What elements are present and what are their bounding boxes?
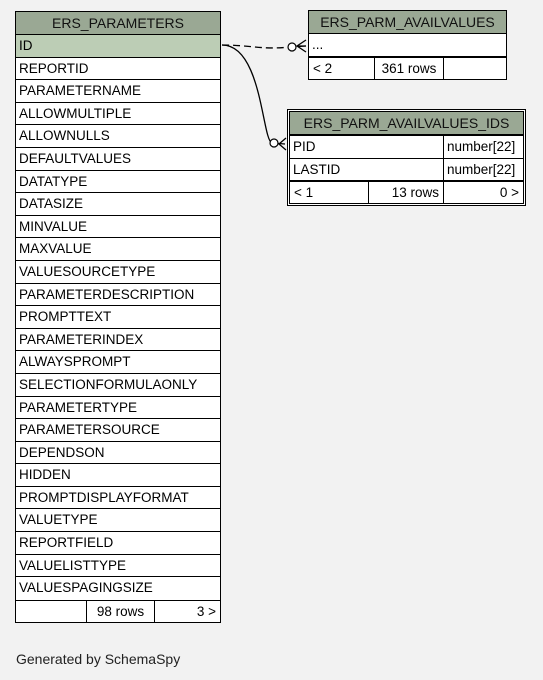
column-row[interactable] [16, 419, 220, 442]
footer-row-count: 13 rows [368, 182, 443, 203]
table-footer [309, 57, 506, 79]
column-row[interactable] [16, 351, 220, 374]
column-name: HIDDEN [19, 467, 71, 483]
column-row[interactable] [16, 80, 220, 103]
relationship-id-to-availvalues-ids [222, 45, 285, 144]
column-list [16, 35, 220, 600]
column-name: PARAMETERSOURCE [19, 422, 160, 438]
column-name: VALUELISTTYPE [19, 557, 127, 573]
relationship-id-to-availvalues [222, 45, 306, 48]
column-name: PROMPTTEXT [19, 309, 112, 325]
column-name: DATASIZE [19, 196, 84, 212]
table-title[interactable]: ERS_PARM_AVAILVALUES [309, 11, 506, 34]
column-name: PARAMETERDESCRIPTION [19, 286, 195, 302]
table-ers-parm-availvalues-ids[interactable] [287, 109, 526, 206]
column-row[interactable] [16, 442, 220, 465]
column-row[interactable] [16, 58, 220, 81]
column-row[interactable] [16, 374, 220, 397]
column-name: ALLOWNULLS [19, 128, 110, 144]
column-name: REPORTFIELD [19, 535, 114, 551]
column-row[interactable] [16, 487, 220, 510]
footer-parents[interactable]: < 1 [294, 185, 314, 201]
column-row[interactable] [16, 464, 220, 487]
footer-children[interactable] [443, 58, 506, 79]
footer-row-count: 98 rows [86, 601, 154, 622]
column-name: PARAMETERTYPE [19, 399, 138, 415]
table-title[interactable]: ERS_PARAMETERS [16, 12, 220, 35]
column-row[interactable] [16, 171, 220, 194]
table-ers-parameters[interactable] [15, 11, 221, 623]
generated-by-text: Generated by SchemaSpy [16, 651, 181, 667]
column-row[interactable] [16, 103, 220, 126]
table-footer [290, 181, 523, 203]
column-type: number[22] [443, 136, 523, 158]
column-name: ID [19, 38, 33, 53]
column-row[interactable] [16, 329, 220, 352]
column-row[interactable] [16, 284, 220, 307]
column-row[interactable] [16, 555, 220, 578]
footer-children[interactable]: 3 > [154, 601, 220, 622]
column-name: REPORTID [19, 60, 89, 76]
column-row[interactable] [290, 136, 523, 159]
column-row[interactable] [309, 34, 506, 57]
column-row[interactable] [16, 238, 220, 261]
column-type: number[22] [443, 159, 523, 181]
column-name: MINVALUE [19, 218, 88, 234]
column-name: VALUESOURCETYPE [19, 263, 156, 279]
relationship-optional-marker [288, 43, 296, 51]
footer-children[interactable]: 0 > [443, 182, 523, 203]
column-name: PROMPTDISPLAYFORMAT [19, 489, 189, 505]
crows-foot-marker [297, 40, 306, 52]
footer-row-count: 361 rows [374, 58, 443, 79]
column-row[interactable] [16, 193, 220, 216]
column-name: DEPENDSON [19, 444, 105, 460]
table-ers-parm-availvalues[interactable] [308, 10, 507, 80]
column-name: VALUETYPE [19, 512, 98, 528]
column-row[interactable] [16, 306, 220, 329]
column-row[interactable] [16, 532, 220, 555]
column-row[interactable] [16, 577, 220, 600]
column-name: DATATYPE [19, 173, 88, 189]
column-name: SELECTIONFORMULAONLY [19, 376, 198, 392]
column-row[interactable] [16, 509, 220, 532]
primary-key-row[interactable] [16, 35, 220, 58]
column-row[interactable] [290, 159, 523, 182]
column-name: PARAMETERINDEX [19, 331, 144, 347]
crows-foot-marker [279, 138, 286, 150]
column-name: VALUESPAGINGSIZE [19, 580, 153, 596]
column-row[interactable] [16, 148, 220, 171]
column-row[interactable] [16, 216, 220, 239]
relationship-optional-marker [270, 139, 278, 147]
column-row[interactable] [16, 125, 220, 148]
column-name: PARAMETERNAME [19, 83, 142, 99]
column-name: PID [293, 139, 316, 154]
column-name: DEFAULTVALUES [19, 150, 132, 166]
column-row[interactable] [16, 261, 220, 284]
footer-parents[interactable] [16, 601, 86, 622]
table-footer [16, 600, 220, 622]
column-name: MAXVALUE [19, 241, 92, 257]
footer-parents[interactable]: < 2 [313, 60, 333, 76]
table-title[interactable]: ERS_PARM_AVAILVALUES_IDS [290, 112, 523, 136]
column-name: ALLOWMULTIPLE [19, 105, 132, 121]
column-name: LASTID [293, 161, 341, 177]
column-name: ... [312, 37, 324, 52]
column-name: ALWAYSPROMPT [19, 354, 131, 370]
column-row[interactable] [16, 397, 220, 420]
